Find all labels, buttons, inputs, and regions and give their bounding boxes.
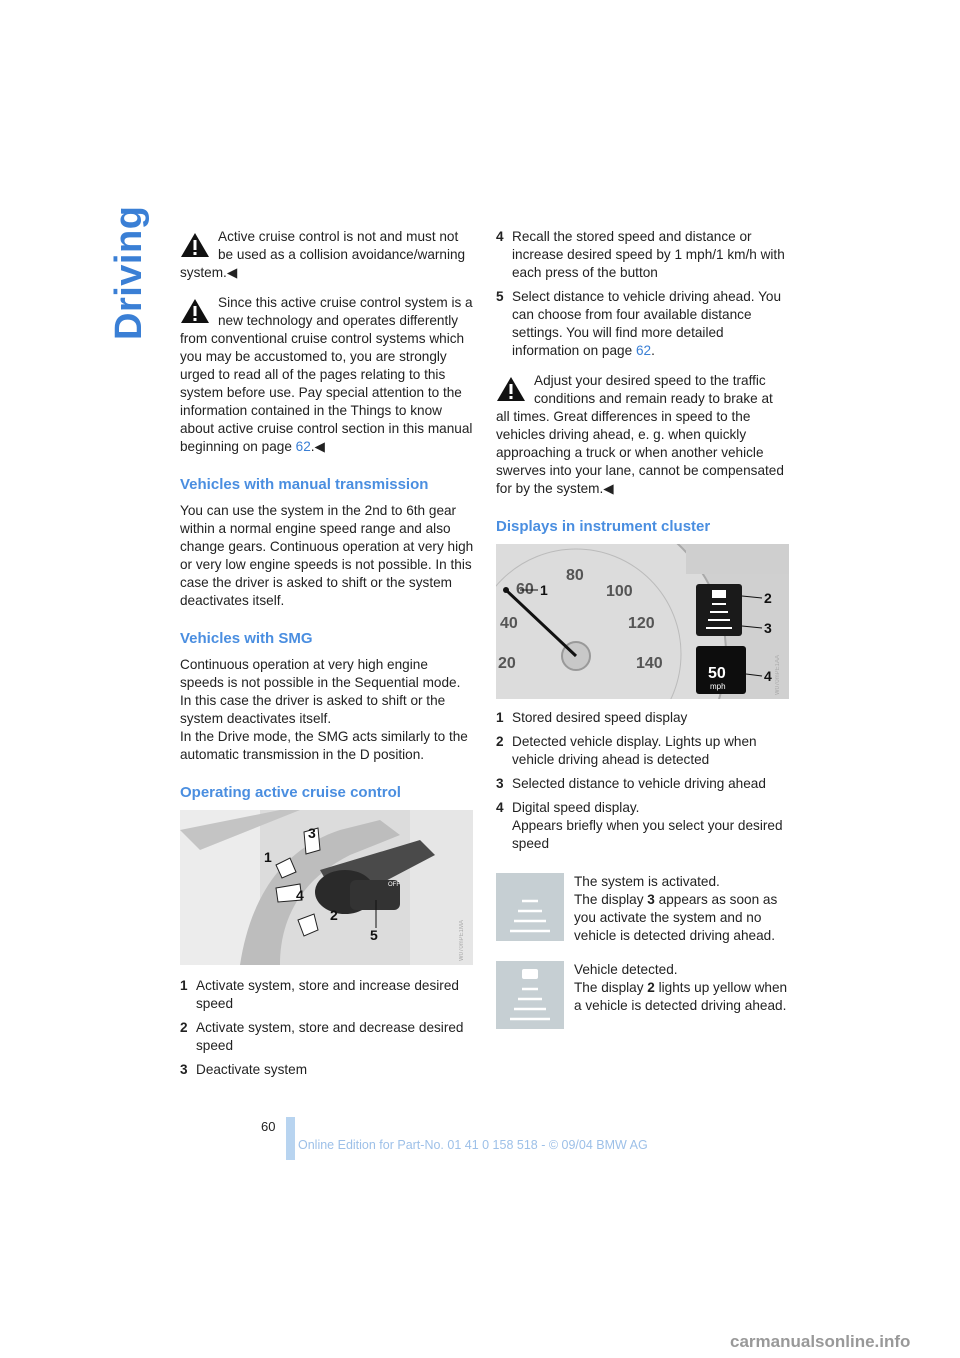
list-item: 3 Deactivate system bbox=[180, 1062, 308, 1077]
heading-manual-transmission: Vehicles with manual transmission bbox=[180, 476, 429, 493]
gauge-tick-60: 60 bbox=[516, 581, 534, 598]
callout-1: 1 bbox=[540, 582, 548, 598]
section-title-text: Driving bbox=[108, 205, 150, 340]
warning-icon bbox=[180, 298, 210, 324]
gauge-tick-120: 120 bbox=[628, 615, 655, 632]
gauge-tick-20: 20 bbox=[498, 655, 516, 672]
warning-text: Since this active cruise control system is a new technology and operates differently from conventional cruise control systems which you may be accustomed to, you are strongly urged to read all of the pages relating to this system before use. Pay special attention to the information contained in the Things to know about active cruise control section in this manual beginning on page 62.◀ bbox=[180, 295, 473, 454]
warning-icon bbox=[180, 232, 210, 258]
callout-5: 5 bbox=[370, 927, 378, 943]
warning-adjust-speed bbox=[496, 372, 790, 498]
warning-text: Active cruise control is not and must not be used as a collision avoidance/warning system.◀ bbox=[180, 229, 466, 280]
callout-3: 3 bbox=[308, 825, 316, 841]
list-item: 4 Recall the stored speed and distance or increase desired speed by 1 mph/1 km/h with each press of the button bbox=[496, 229, 785, 280]
list-item: 4 Digital speed display. Appears briefly when you select your desired speed bbox=[496, 800, 783, 851]
heading-operating: Operating active cruise control bbox=[180, 784, 401, 801]
off-label: OFF bbox=[388, 882, 400, 888]
display-detected-title: Vehicle detected. bbox=[574, 962, 678, 977]
section-title bbox=[108, 205, 154, 342]
figure-code: W070mPE1MA bbox=[459, 919, 465, 961]
display-image-activated bbox=[496, 873, 564, 941]
figure-instrument-cluster bbox=[496, 544, 789, 699]
list-item: 1 Activate system, store and increase desired speed bbox=[180, 978, 459, 1011]
figure-steering-lever bbox=[180, 810, 473, 965]
display-detected-text: The display 2 lights up yellow when a vehicle is detected driving ahead. bbox=[574, 980, 788, 1013]
display-activated-text: The display 3 appears as soon as you activate the system and no vehicle is detected driving ahead. bbox=[574, 892, 778, 943]
right-column bbox=[496, 228, 790, 1029]
list-item: 2 Activate system, store and decrease desired speed bbox=[180, 1020, 464, 1053]
online-edition-note: Online Edition for Part-No. 01 41 0 158 518 - © 09/04 BMW AG bbox=[298, 1138, 648, 1152]
left-column bbox=[180, 228, 474, 1085]
list-item: 3 Selected distance to vehicle driving ahead bbox=[496, 776, 766, 791]
digital-speed: 50 bbox=[708, 665, 726, 682]
gauge-tick-80: 80 bbox=[566, 567, 584, 584]
gauge-tick-40: 40 bbox=[500, 615, 518, 632]
paragraph-smg-2: In the Drive mode, the SMG acts similarly to the automatic transmission in the D position. bbox=[180, 729, 468, 762]
footer-bar bbox=[286, 1117, 295, 1160]
digital-speed-unit: mph bbox=[710, 682, 726, 691]
page-link[interactable]: 62 bbox=[635, 343, 652, 358]
heading-smg: Vehicles with SMG bbox=[180, 630, 313, 647]
gauge-tick-100: 100 bbox=[606, 583, 633, 600]
display-activated bbox=[496, 873, 790, 945]
warning-new-technology bbox=[180, 294, 474, 456]
callout-2: 2 bbox=[764, 590, 772, 606]
gauge-tick-140: 140 bbox=[636, 655, 663, 672]
heading-displays: Displays in instrument cluster bbox=[496, 518, 711, 535]
warning-icon bbox=[496, 376, 526, 402]
warning-text: Adjust your desired speed to the traffic conditions and remain ready to brake at all times. Great differences in speed to the vehicles driving ahead, e. g. when quickly approaching a truck or when another vehicle swerves into your lane, cannot be compensated for by the system.◀ bbox=[496, 373, 784, 496]
display-image-detected bbox=[496, 961, 564, 1029]
display-activated-title: The system is activated. bbox=[574, 874, 720, 889]
callout-4: 4 bbox=[764, 668, 772, 684]
paragraph-smg-1: Continuous operation at very high engine speeds is not possible in the Sequential mode. In this case the driver is asked to shift or the system deactivates itself. bbox=[180, 657, 461, 726]
display-vehicle-detected bbox=[496, 961, 790, 1029]
watermark: carmanualsonline.info bbox=[730, 1332, 911, 1351]
page-link[interactable]: 62 bbox=[295, 439, 311, 454]
callout-4: 4 bbox=[296, 887, 304, 903]
paragraph-manual: You can use the system in the 2nd to 6th gear within a normal engine speed range and also change gears. Continuous operation at very high or very low engine speeds is not possible. In this case the driver is asked to shift or the system deactivates itself. bbox=[180, 503, 474, 608]
figure-code: W070mPE1AA bbox=[775, 654, 781, 695]
callout-1: 1 bbox=[264, 849, 272, 865]
page-number: 60 bbox=[261, 1119, 276, 1134]
list-item: 5 Select distance to vehicle driving ahead. You can choose from four available distance settings. You will find more detailed information on page 62. bbox=[496, 289, 782, 358]
callout-2: 2 bbox=[330, 907, 338, 923]
callout-3: 3 bbox=[764, 620, 772, 636]
warning-collision bbox=[180, 228, 474, 282]
list-item: 1 Stored desired speed display bbox=[496, 710, 688, 725]
list-item: 2 Detected vehicle display. Lights up when vehicle driving ahead is detected bbox=[496, 734, 757, 767]
